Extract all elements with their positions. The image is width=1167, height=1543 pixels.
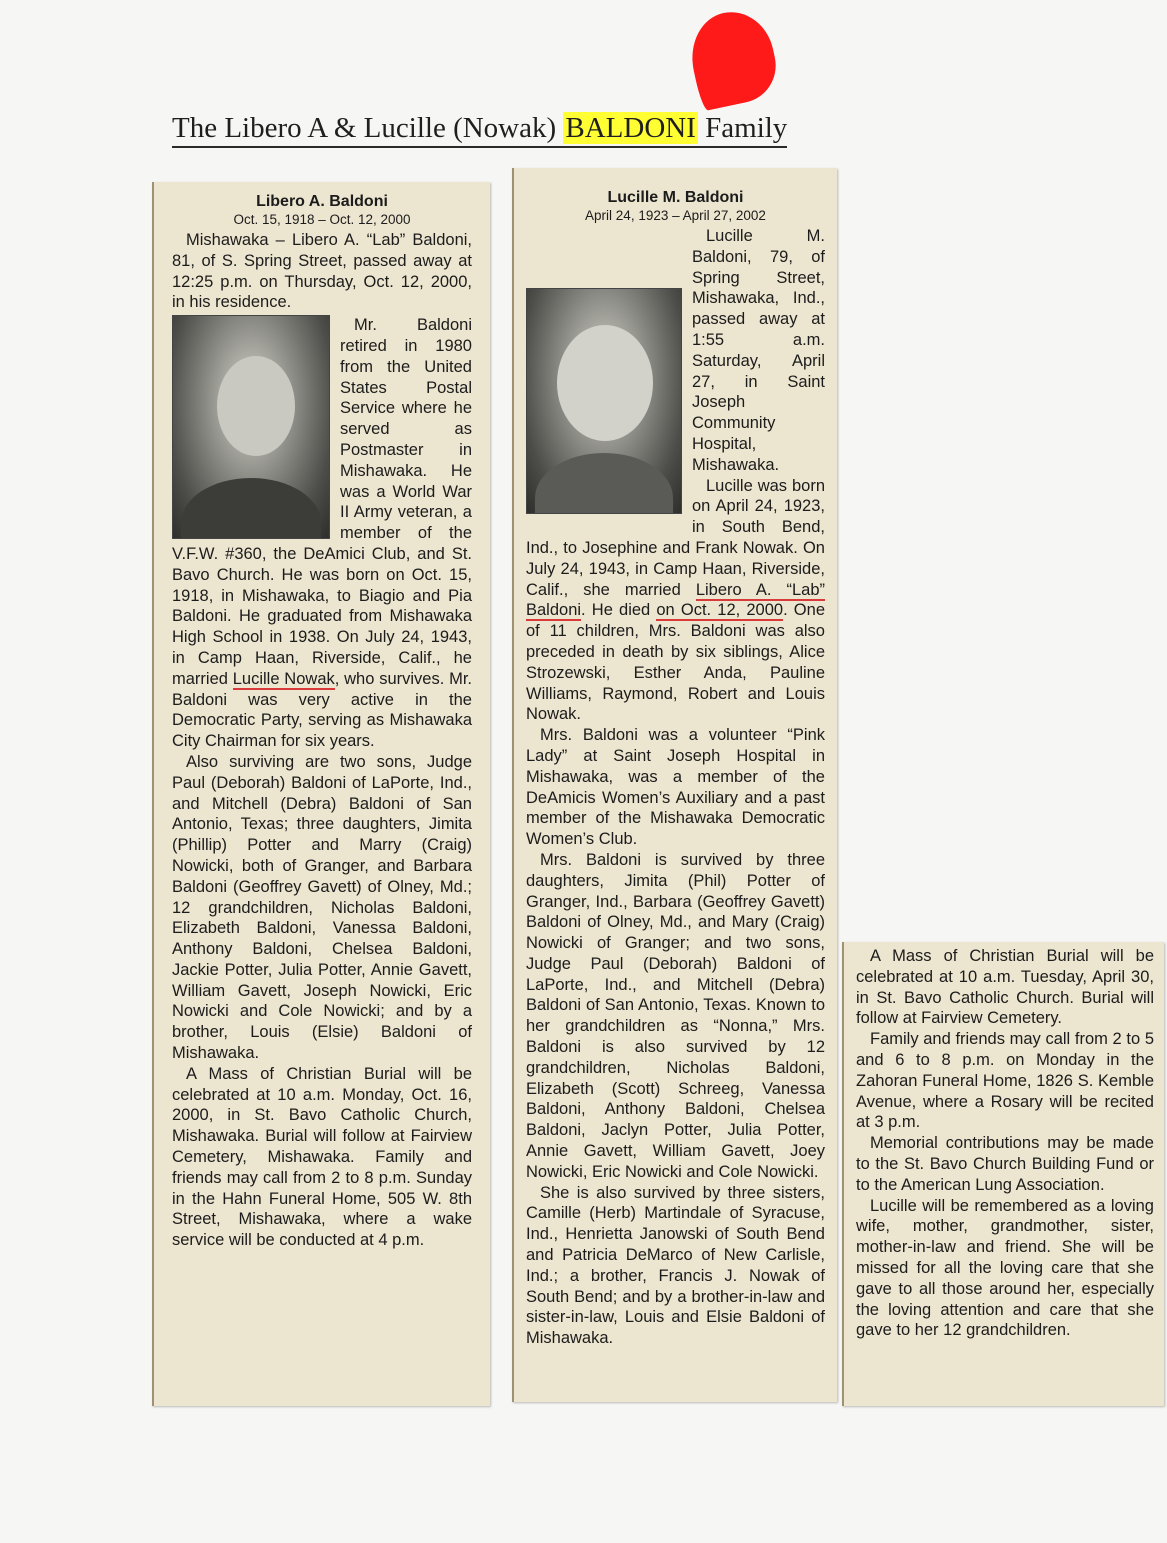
lucille-paragraph-2-text: Lucille was born on April 24, 1923, in South Bend, Ind., to Josephine and Frank Nowak. On July 24, 1943, in Camp Haan, Riverside, Calif., she married <box>526 476 825 599</box>
continuation-paragraph-3: Memorial contributions may be made to the St. Bavo Church Building Fund or to the American Lung Association. <box>856 1134 1154 1194</box>
libero-paragraph-2-end: , who survives. Mr. Baldoni was very active in the Democratic Party, serving as Mishawaka City Chairman for six years. <box>172 669 472 751</box>
lucille-underlined-death-date: on Oct. 12, 2000 <box>656 601 784 620</box>
title-highlighted-surname: BALDONI <box>565 112 696 144</box>
lucille-portrait-photo <box>526 288 682 514</box>
lucille-dates: April 24, 1923 – April 27, 2002 <box>585 208 766 223</box>
libero-paragraph-3: Also surviving are two sons, Judge Paul (Deborah) Baldoni of LaPorte, Ind., and Mitchell (Debra) Baldoni of San Antonio, Texas; three daughters, Jimita (Phillip) Potter and Marry (Craig) Nowicki, both of Granger, and Barbara Baldoni (Geoffrey Gavett) of Olney, Md.; 12 grandchildren, Nicholas Baldoni, Elizabeth Baldoni, Vanessa Baldoni, Anthony Baldoni, Chelsea Baldoni, Jackie Potter, Julia Potter, Annie Gavett, William Gavett, Joseph Nowicki, Eric Nowicki and Cole Nowicki; and by a brother, Louis (Elsie) Baldoni of Mishawaka. <box>172 752 472 1063</box>
lucille-obituary-continuation <box>842 942 1164 1406</box>
continuation-paragraph-2: Family and friends may call from 2 to 5 and 6 to 8 p.m. on Monday in the Zahoran Funeral Home, 1826 S. Kemble Avenue, where a Rosary will be recited at 3 p.m. <box>856 1030 1154 1132</box>
libero-obituary-clipping <box>152 182 490 1406</box>
lucille-paragraph-3: Mrs. Baldoni was a volunteer “Pink Lady” at Saint Joseph Hospital in Mishawaka, was a member of the DeAmicis Women’s Auxiliary and a past member of the Mishawaka Democratic Women’s Club. <box>526 726 825 849</box>
libero-paragraph-2-text: Mr. Baldoni retired in 1980 from the United States Postal Service where he served as Postmaster in Mishawaka. He was a World War II Army veteran, a member of the V.F.W. #360, the DeAmici Club, and St. Bavo Church. He was born on Oct. 15, 1918, in Mishawaka, to Biagio and Pia Baldoni. He graduated from Mishawaka High School in 1938. On July 24, 1943, in Camp Haan, Riverside, Calif., he married <box>172 316 472 688</box>
libero-portrait-photo <box>172 315 330 539</box>
libero-paragraph-1: Mishawaka – Libero A. “Lab” Baldoni, 81, of S. Spring Street, passed away at 12:25 p.m. on Thursday, Oct. 12, 2000, in his residence. <box>172 231 472 312</box>
lucille-paragraph-2-end: . One of 11 children, Mrs. Baldoni was also preceded in death by six siblings, Alice Strozewski, Esther Anda, Pauline Williams, Raymond, Robert and Louis Nowak. <box>526 601 825 724</box>
libero-dates: Oct. 15, 1918 – Oct. 12, 2000 <box>233 212 411 227</box>
libero-underlined-spouse: Lucille Nowak <box>232 669 335 688</box>
lucille-paragraph-5: She is also survived by three sisters, Camille (Herb) Martindale of Syracuse, Ind., Henrietta Janowski of South Bend and Patricia DeMarco of New Carlisle, Ind.; a brother, Francis J. Nowak of South Bend; and by a brother-in-law and sister-in-law, Louis and Elsie Baldoni of Mishawaka. <box>526 1183 825 1348</box>
libero-paragraph-4: A Mass of Christian Burial will be celebrated at 10 a.m. Monday, Oct. 16, 2000, in St. Bavo Catholic Church, Mishawaka. Burial will follow at Fairview Cemetery, Mishawaka. Family and friends may call from 2 to 8 p.m. Sunday in the Hahn Funeral Home, 505 W. 8th Street, Mishawaka, where a wake service will be conducted at 4 p.m. <box>172 1064 472 1250</box>
continuation-paragraph-1: A Mass of Christian Burial will be celebrated at 10 a.m. Tuesday, April 30, in St. Bavo Catholic Church. Burial will follow at Fairview Cemetery. <box>856 947 1154 1028</box>
title-prefix: The Libero A & Lucille (Nowak) <box>172 112 564 144</box>
lucille-paragraph-2-mid: . He died <box>581 601 651 620</box>
lucille-obituary-clipping <box>512 168 837 1402</box>
libero-name-heading: Libero A. Baldoni <box>256 193 388 210</box>
red-paper-mark <box>683 4 782 111</box>
lucille-paragraph-4: Mrs. Baldoni is survived by three daughters, Jimita (Phil) Potter of Granger, Ind., Barbara (Geoffrey Gavett) Baldoni of Olney, Md., and Mary (Craig) Nowicki of Granger; and two sons, Judge Paul (Deborah) Baldoni of LaPorte, Ind., and Mitchell (Debra) Baldoni of San Antonio, Texas. Known to her grandchildren as “Nonna,” Mrs. Baldoni is also survived by 12 grandchildren, Nicholas Baldoni, Elizabeth (Scott) Schreeg, Vanessa Baldoni, Anthony Baldoni, Chelsea Baldoni, Jaclyn Potter, Julia Potter, Annie Gavett, William Gavett, Joey Nowicki, Eric Nowicki and Cole Nowicki. <box>526 850 825 1181</box>
lucille-underlined-spouse: Libero A. “Lab” Baldoni <box>526 580 825 620</box>
lucille-paragraph-1: Lucille M. Baldoni, 79, of Spring Street, Mishawaka, Ind., passed away at 1:55 a.m. Saturday, April 27, in Saint Joseph Community Hospital, Mishawaka. <box>692 227 825 474</box>
lucille-name-heading: Lucille M. Baldoni <box>607 189 744 206</box>
continuation-paragraph-4: Lucille will be remembered as a loving wife, mother, grandmother, sister, mother-in-law and friend. She will be missed for all the loving care that she gave to all those around her, especially the loving attention and care that she gave to her 12 grandchildren. <box>856 1196 1154 1340</box>
title-suffix: Family <box>697 112 788 144</box>
page-title <box>172 110 787 148</box>
